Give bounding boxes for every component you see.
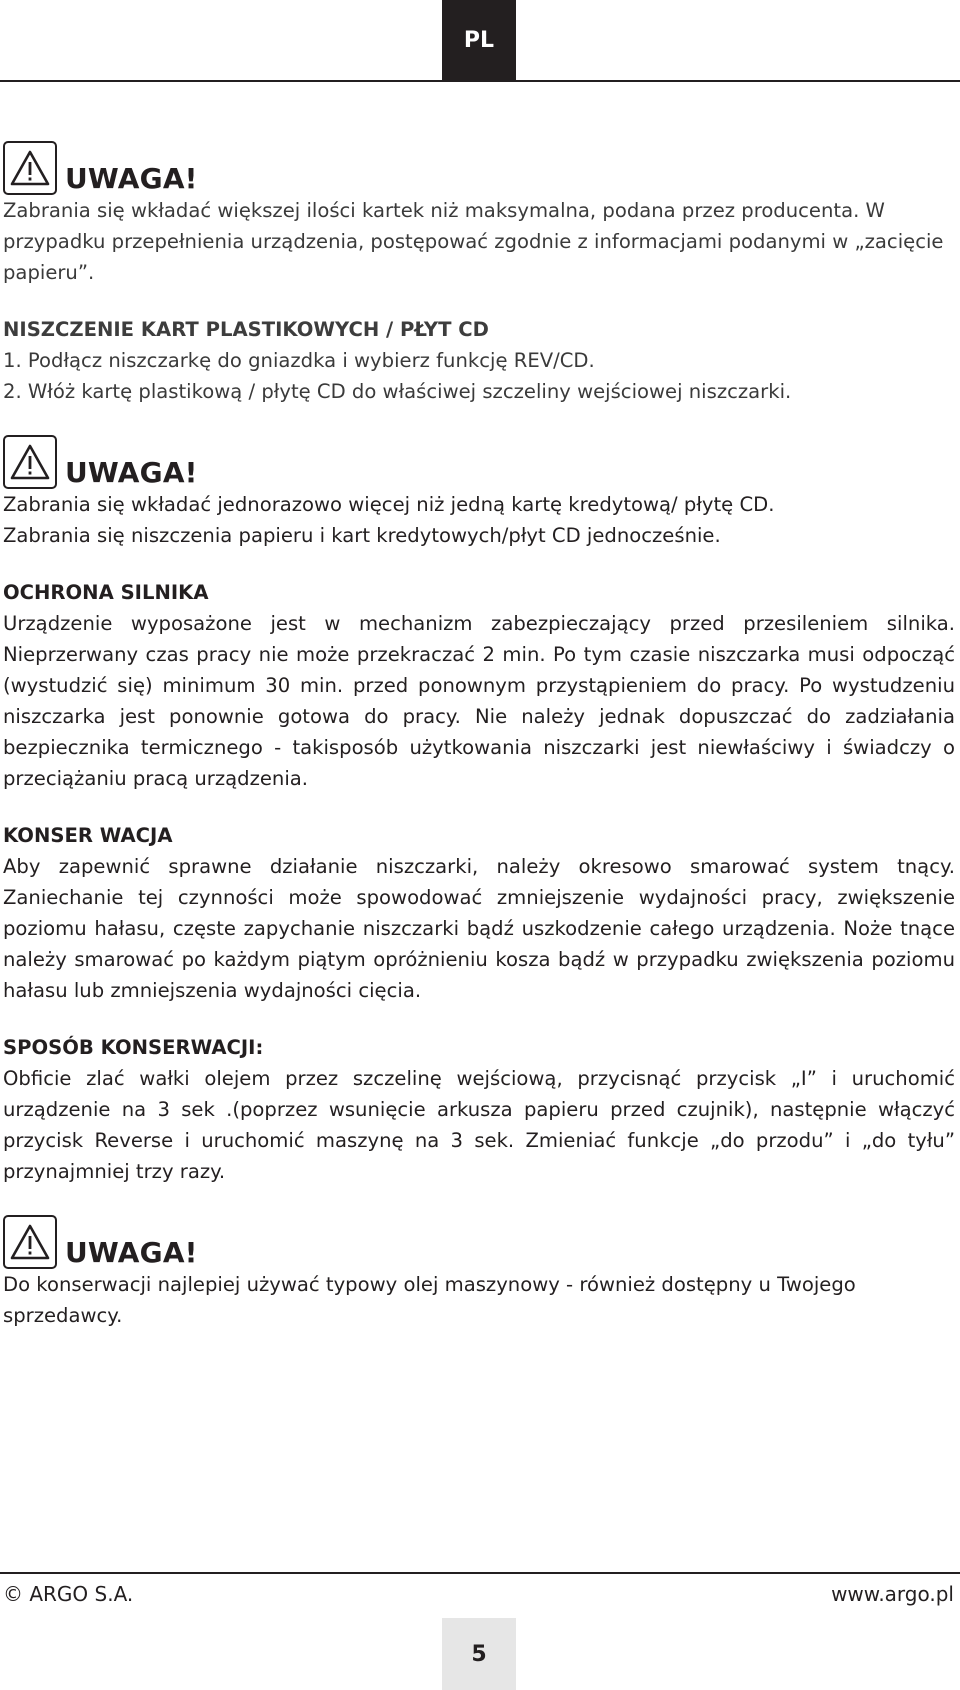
footer-divider [0, 1572, 960, 1574]
page-content [3, 133, 955, 1331]
warning-text-2-line-2: Zabrania się niszczenia papieru i kart kredytowych/płyt CD jednocześnie. [3, 524, 721, 547]
warning-triangle-icon [3, 435, 57, 489]
motor-text: Urządzenie wyposażone jest w mechanizm zabezpieczający przed przesileniem silnika. Nieprzerwany czas pracy nie może przekraczać 2 min. Po tym czasie niszczarka musi odpocząć (wystudzić się) minimum 30 min. przed ponownym przystąpieniem do pracy. Po wystudzeniu niszczarka jest ponownie gotowa do pracy. Nie należy jednak dopuszczać do zadziałania bezpiecznika termicznego - takisposób użytkowania niszczarki jest niewłaściwy i świadczy o przeciążaniu pracą urządzenia. [3, 612, 955, 790]
section-title-cards: NISZCZENIE KART PLASTIKOWYCH / PŁYT CD [3, 318, 489, 341]
header-divider [0, 80, 960, 82]
cards-step-2: 2. Włóż kartę plastikową / płytę CD do właściwej szczeliny wejściowej niszczarki. [3, 380, 792, 403]
section-title-maintenance: KONSER WACJA [3, 824, 173, 847]
page-number-tab [442, 1618, 516, 1690]
footer-copyright: © ARGO S.A. [3, 1582, 134, 1606]
cards-step-1: 1. Podłącz niszczarkę do gniazdka i wybierz funkcję REV/CD. [3, 349, 595, 372]
warning-title: UWAGA! [65, 456, 198, 489]
warning-text-1: Zabrania się wkładać większej ilości kartek niż maksymalna, podana przez producenta. W przypadku przepełnienia urządzenia, postępować zgodnie z informacjami podanymi w „zacięcie papieru”. [3, 199, 944, 284]
warning-title: UWAGA! [65, 1236, 198, 1269]
footer-website-link[interactable]: www.argo.pl [831, 1582, 954, 1606]
warning-title: UWAGA! [65, 162, 198, 195]
warning-heading-2 [3, 427, 955, 489]
language-label: PL [463, 27, 495, 53]
method-text: Obficie zlać wałki olejem przez szczelinę wejściową, przycisnąć przycisk „I” i uruchomić urządzenie na 3 sek .(poprzez wsunięcie arkusza papieru przed czujnik), następnie włączyć przycisk Reverse i uruchomić maszynę na 3 sek. Zmieniać funkcje „do przodu” i „do tyłu” przynajmniej trzy razy. [3, 1067, 955, 1183]
section-title-method: SPOSÓB KONSERWACJI: [3, 1036, 264, 1059]
warning-triangle-icon [3, 1215, 57, 1269]
language-tab [442, 0, 516, 80]
page-number: 5 [471, 1641, 487, 1667]
maintenance-text: Aby zapewnić sprawne działanie niszczarki, należy okresowo smarować system tnący. Zaniechanie tej czynności może spowodować zmniejszenie wydajności pracy, zwiększenie poziomu hałasu, częste zapychanie niszczarki bądź uszkodzenie całego urządzenia. Noże tnące należy smarować po każdym piątym opróżnieniu kosza bądź w przypadku zwiększenia poziomu hałasu lub zmniejszenia wydajności cięcia. [3, 855, 955, 1002]
warning-text-3: Do konserwacji najlepiej używać typowy olej maszynowy - również dostępny u Twojego sprzedawcy. [3, 1273, 856, 1327]
warning-heading-3 [3, 1207, 955, 1269]
warning-heading-1 [3, 133, 955, 195]
warning-text-2-line-1: Zabrania się wkładać jednorazowo więcej niż jedną kartę kredytową/ płytę CD. [3, 493, 775, 516]
warning-triangle-icon [3, 141, 57, 195]
section-title-motor: OCHRONA SILNIKA [3, 581, 209, 604]
